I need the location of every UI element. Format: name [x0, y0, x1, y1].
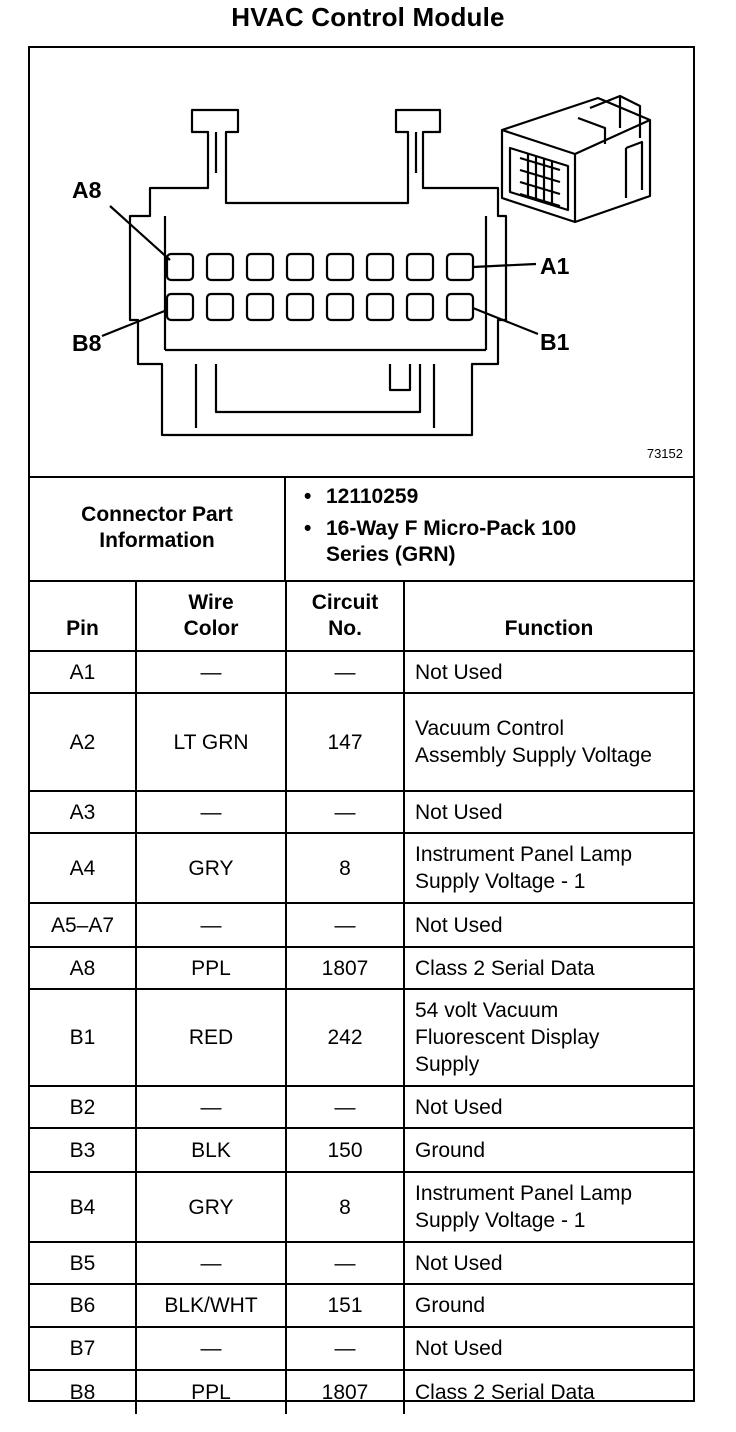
- table-row: [30, 693, 693, 791]
- pin-cell: A4: [30, 833, 136, 903]
- pin-cell: B1: [30, 989, 136, 1086]
- circuit-no-cell: 242: [286, 989, 404, 1086]
- connector-description: • 16-Way F Micro-Pack 100 Series (GRN): [304, 517, 577, 566]
- function-cell: Class 2 Serial Data: [404, 1370, 693, 1414]
- function-cell: Not Used: [404, 1327, 693, 1370]
- table-row: [30, 1370, 693, 1414]
- pin-cell: B4: [30, 1172, 136, 1242]
- label-b8: B8: [72, 330, 102, 356]
- wire-color-cell: —: [136, 1327, 286, 1370]
- circuit-no-cell: —: [286, 651, 404, 693]
- pin-cell: B7: [30, 1327, 136, 1370]
- label-a1: A1: [540, 253, 570, 279]
- wire-color-cell: —: [136, 1242, 286, 1284]
- wire-color-cell: RED: [136, 989, 286, 1086]
- function-cell: 54 volt Vacuum Fluorescent Display Supply: [404, 989, 693, 1086]
- table-row: [30, 1086, 693, 1128]
- bullet-icon: •: [304, 485, 312, 508]
- function-cell: Ground: [404, 1128, 693, 1172]
- connector-label: Connector Part Information: [30, 476, 286, 580]
- table-row: [30, 1128, 693, 1172]
- figure-id: 73152: [646, 446, 683, 461]
- circuit-no-cell: —: [286, 791, 404, 833]
- wire-color-cell: GRY: [136, 833, 286, 903]
- circuit-no-cell: —: [286, 903, 404, 947]
- pin-cell: A2: [30, 693, 136, 791]
- function-cell: Not Used: [404, 791, 693, 833]
- header-wire-color: Wire Color: [136, 581, 286, 651]
- table-row: [30, 1284, 693, 1327]
- pin-cell: B2: [30, 1086, 136, 1128]
- table-row: [30, 1172, 693, 1242]
- function-cell: Vacuum Control Assembly Supply Voltage: [404, 693, 693, 791]
- pin-cell: A1: [30, 651, 136, 693]
- table-row: [30, 1327, 693, 1370]
- wire-color-cell: —: [136, 1086, 286, 1128]
- pin-cell: A3: [30, 791, 136, 833]
- header-pin: Pin: [30, 581, 136, 651]
- function-cell: Not Used: [404, 1086, 693, 1128]
- circuit-no-cell: 147: [286, 693, 404, 791]
- pin-cell: B6: [30, 1284, 136, 1327]
- wire-color-cell: PPL: [136, 947, 286, 989]
- wire-color-cell: —: [136, 903, 286, 947]
- circuit-no-cell: 8: [286, 1172, 404, 1242]
- table-row: [30, 651, 693, 693]
- function-cell: Instrument Panel Lamp Supply Voltage - 1: [404, 833, 693, 903]
- function-cell: Not Used: [404, 1242, 693, 1284]
- connector-diagram: [30, 48, 693, 478]
- circuit-no-cell: —: [286, 1086, 404, 1128]
- table-row: [30, 833, 693, 903]
- wire-color-cell: BLK/WHT: [136, 1284, 286, 1327]
- page-title: HVAC Control Module: [231, 2, 505, 32]
- table-row: [30, 1242, 693, 1284]
- circuit-no-cell: 150: [286, 1128, 404, 1172]
- circuit-no-cell: 1807: [286, 1370, 404, 1414]
- connector-part-info: [30, 476, 693, 582]
- label-b1: B1: [540, 329, 570, 355]
- circuit-no-cell: 8: [286, 833, 404, 903]
- circuit-no-cell: —: [286, 1327, 404, 1370]
- connector-face-drawing: [30, 48, 693, 476]
- table-row: [30, 791, 693, 833]
- pin-table: [30, 580, 693, 1414]
- label-a8: A8: [72, 177, 102, 203]
- document-frame: [28, 46, 695, 1402]
- function-cell: Not Used: [404, 903, 693, 947]
- connector-part-number: • 12110259: [304, 485, 419, 508]
- circuit-no-cell: 1807: [286, 947, 404, 989]
- wire-color-cell: —: [136, 791, 286, 833]
- pin-cell: B5: [30, 1242, 136, 1284]
- table-row: [30, 989, 693, 1086]
- circuit-no-cell: 151: [286, 1284, 404, 1327]
- table-row: [30, 903, 693, 947]
- pin-cell: B8: [30, 1370, 136, 1414]
- pin-cell: A8: [30, 947, 136, 989]
- header-circuit-no: Circuit No.: [286, 581, 404, 651]
- wire-color-cell: PPL: [136, 1370, 286, 1414]
- function-cell: Ground: [404, 1284, 693, 1327]
- connector-details: [286, 476, 693, 580]
- bullet-icon: •: [304, 517, 312, 540]
- pin-cell: A5–A7: [30, 903, 136, 947]
- circuit-no-cell: —: [286, 1242, 404, 1284]
- pin-cell: B3: [30, 1128, 136, 1172]
- function-cell: Instrument Panel Lamp Supply Voltage - 1: [404, 1172, 693, 1242]
- pin-rows: [30, 651, 693, 1414]
- wire-color-cell: —: [136, 651, 286, 693]
- table-row: [30, 947, 693, 989]
- function-cell: Class 2 Serial Data: [404, 947, 693, 989]
- wire-color-cell: LT GRN: [136, 693, 286, 791]
- function-cell: Not Used: [404, 651, 693, 693]
- wire-color-cell: BLK: [136, 1128, 286, 1172]
- header-function: Function: [404, 581, 693, 651]
- wire-color-cell: GRY: [136, 1172, 286, 1242]
- table-header-row: [30, 581, 693, 651]
